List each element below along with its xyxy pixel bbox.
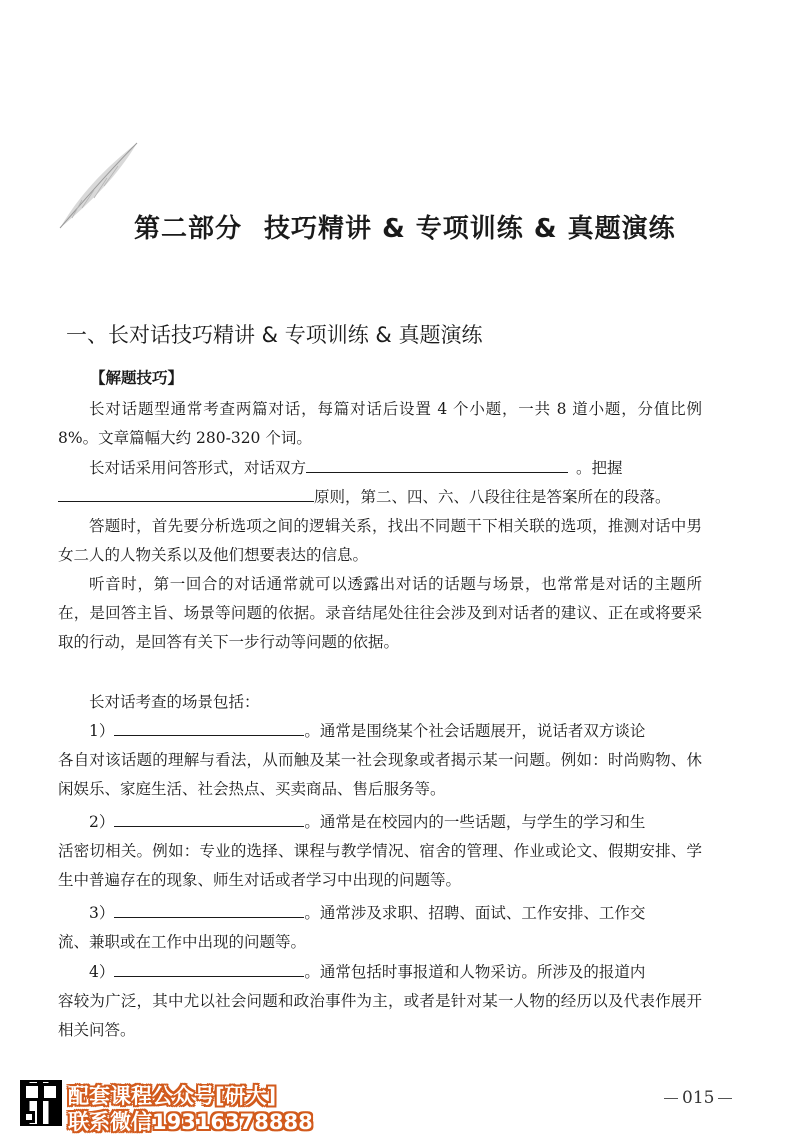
scene-2-first-line — [58, 808, 702, 837]
part-topic: 技巧精讲 & 专项训练 & 真题演练 — [264, 214, 676, 244]
paragraph-dialog-form — [58, 454, 702, 483]
scene-text: 。通常包括时事报道和人物采访。所涉及的报道内 — [304, 963, 646, 981]
scene-2-rest: 活密切相关。例如：专业的选择、课程与教学情况、宿舍的管理、作业或论文、假期安排、学生中普遍存在的现象、师生对话或者学习中出现的问题等。 — [58, 842, 702, 889]
scene-number: 1） — [89, 722, 115, 740]
scene-number: 3） — [89, 904, 115, 922]
dialog-form-text: 长对话采用问答形式，对话双方 — [89, 459, 307, 477]
fill-blank — [114, 719, 304, 736]
paragraph-format: 长对话题型通常考查两篇对话，每篇对话后设置 4 个小题，一共 8 道小题，分值比例 8%。文章篇幅大约 280-320 个词。 — [58, 400, 702, 447]
scene-number: 4） — [89, 963, 115, 981]
scene-text: 。通常是围绕某个社会话题展开，说话者双方谈论 — [304, 722, 646, 740]
tips-heading: 【解题技巧】 — [90, 368, 184, 387]
dialog-form-text-2: 。把握 — [576, 459, 623, 477]
paragraph-dialog-form-line2 — [58, 483, 702, 512]
fill-blank — [114, 810, 304, 827]
scene-1-rest: 各自对该话题的理解与看法，从而触及某一社会现象或者揭示某一问题。例如：时尚购物、休闲娱乐、家庭生活、社会热点、买卖商品、售后服务等。 — [58, 751, 702, 798]
paragraph-listening: 听音时，第一回合的对话通常就可以透露出对话的话题与场景，也常常是对话的主题所在，是回答主旨、场景等问题的依据。录音结尾处往往会涉及到对话者的建议、正在或将要采取的行动，是回答有关下一步行动等问题的依据。 — [58, 575, 702, 651]
scene-4-first-line — [58, 958, 702, 987]
scene-1-first-line — [58, 717, 702, 746]
principle-text: 原则，第二、四、六、八段往往是答案所在的段落。 — [314, 488, 671, 506]
part-title — [134, 208, 676, 245]
scene-text: 。通常涉及求职、招聘、面试、工作安排、工作交 — [304, 904, 646, 922]
section-title: 一、长对话技巧精讲 & 专项训练 & 真题演练 — [66, 323, 483, 347]
scenes-intro: 长对话考查的场景包括： — [89, 693, 260, 711]
fill-blank — [114, 960, 304, 977]
page-number-text: 015 — [682, 1088, 715, 1108]
paragraph-answering: 答题时，首先要分析选项之间的逻辑关系，找出不同题干下相关联的选项，推测对话中男女二人的人物关系以及他们想要表达的信息。 — [58, 517, 702, 564]
promo-line-1: 配套课程公众号[研大] — [68, 1084, 277, 1108]
scene-text: 。通常是在校园内的一些话题，与学生的学习和生 — [304, 813, 646, 831]
promo-line-2: 联系微信19316378888 — [68, 1110, 313, 1134]
page-dash-left — [664, 1098, 678, 1099]
fill-blank — [58, 485, 314, 502]
page-number — [660, 1088, 736, 1108]
fill-blank — [306, 456, 568, 473]
part-label: 第二部分 — [134, 214, 243, 244]
page-dash-right — [718, 1098, 732, 1099]
fill-blank — [114, 901, 304, 918]
scene-4-rest: 容较为广泛，其中尤以社会问题和政治事件为主，或者是针对某一人物的经历以及代表作展开相关问答。 — [58, 992, 702, 1039]
qr-code[interactable] — [20, 1080, 62, 1126]
scene-3-rest: 流、兼职或在工作中出现的问题等。 — [58, 933, 307, 951]
scene-3-first-line — [58, 899, 702, 928]
scene-number: 2） — [89, 813, 115, 831]
